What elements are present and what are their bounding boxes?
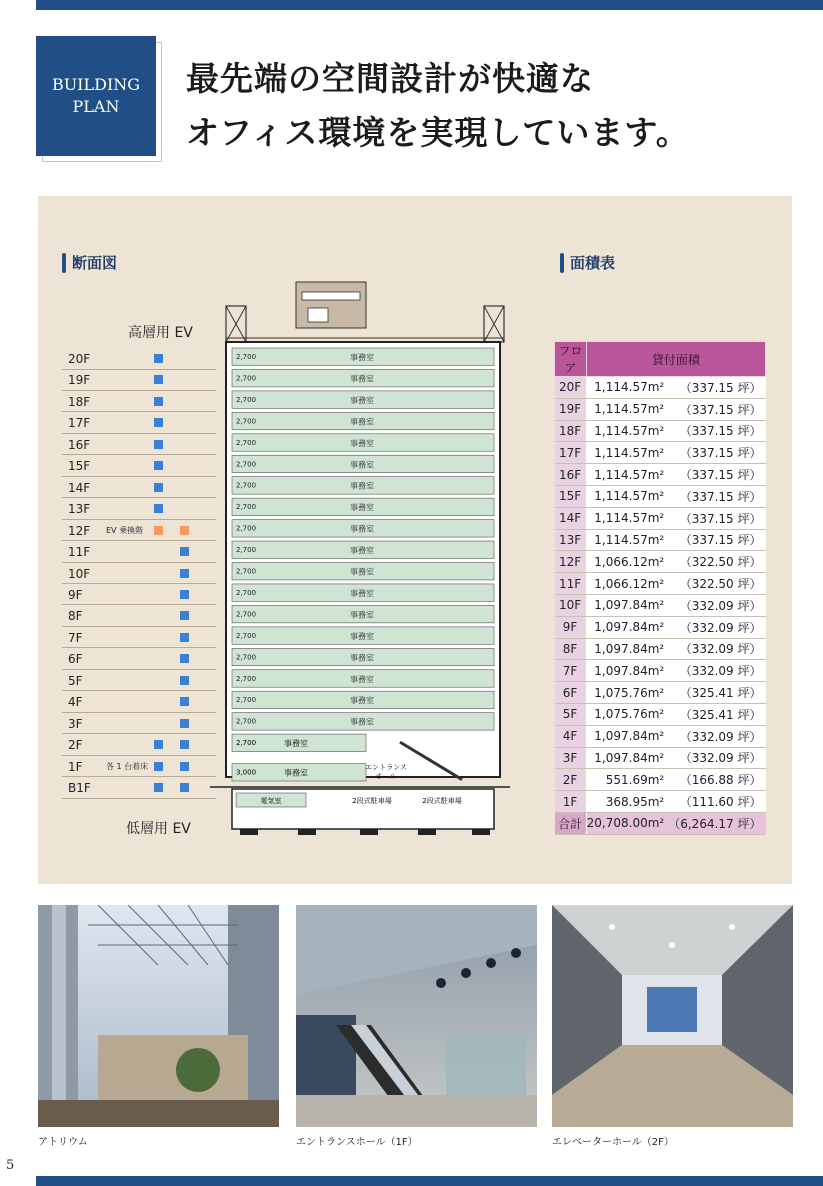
photo-caption-atrium: アトリウム <box>38 1137 88 1148</box>
foundation-footing <box>360 829 378 835</box>
ceiling-height-label: 2,700 <box>236 503 257 512</box>
low-ev-stop-marker <box>180 547 189 556</box>
bottom-rule <box>36 1176 823 1186</box>
office-room-label: 事務室 <box>350 588 374 598</box>
floor-row <box>62 498 216 520</box>
transfer-ev-stop-marker <box>154 526 163 535</box>
area-tsubo: （322.50 坪） <box>668 573 765 595</box>
floor-label: 9F <box>68 587 83 602</box>
area-row <box>555 551 766 573</box>
area-row <box>555 464 766 486</box>
area-tsubo: （332.09 坪） <box>668 616 765 638</box>
area-m2: 1,114.57m² <box>586 464 668 486</box>
area-row <box>555 660 766 682</box>
area-total-tsubo: （6,264.17 坪） <box>668 812 765 834</box>
area-floor: 13F <box>555 529 587 551</box>
area-tsubo: （325.41 坪） <box>668 703 765 725</box>
area-m2: 1,114.57m² <box>586 507 668 529</box>
floor-note: 各 1 台着床 <box>106 761 149 771</box>
parking-label: 2段式駐車場 <box>352 797 392 805</box>
area-tsubo: （337.15 坪） <box>668 529 765 551</box>
header-area: 貸付面積 <box>586 342 765 377</box>
low-ev-stop-marker <box>180 719 189 728</box>
office-room-label: 事務室 <box>350 610 374 620</box>
office-room-label: 事務室 <box>350 674 374 684</box>
area-row <box>555 420 766 442</box>
area-floor: 3F <box>555 747 587 769</box>
floor-label: 19F <box>68 373 91 388</box>
area-tsubo: （337.15 坪） <box>668 398 765 420</box>
floor-row <box>62 563 216 585</box>
area-m2: 1,114.57m² <box>586 442 668 464</box>
floor-row <box>62 605 216 627</box>
area-total-row <box>555 812 766 834</box>
floor-row <box>62 369 216 391</box>
high-ev-stop-marker <box>154 354 163 363</box>
area-m2: 1,114.57m² <box>586 377 668 399</box>
area-floor: 2F <box>555 769 587 791</box>
ceiling-height-label: 2,700 <box>236 353 257 361</box>
area-table-body <box>555 377 766 835</box>
area-m2: 368.95m² <box>586 791 668 813</box>
area-m2: 1,097.84m² <box>586 638 668 660</box>
floor-label: B1F <box>68 781 91 795</box>
area-floor: 1F <box>555 791 587 813</box>
low-ev-stop-marker <box>180 569 189 578</box>
floor-row <box>62 477 216 499</box>
floor-row <box>62 756 216 778</box>
ceiling-height-label: 2,700 <box>236 481 257 490</box>
area-floor: 11F <box>555 573 587 595</box>
office-room-label: 事務室 <box>350 438 374 448</box>
high-ev-stop-marker <box>154 440 163 449</box>
office-room-label: 事務室 <box>284 739 308 749</box>
area-floor: 18F <box>555 420 587 442</box>
floor-row <box>62 627 216 649</box>
ceiling-height-label-1f: 3,000 <box>236 768 257 777</box>
floor-label: 6F <box>68 652 83 667</box>
office-room-label: 事務室 <box>350 696 374 706</box>
area-tsubo: （337.15 坪） <box>668 507 765 529</box>
photo-caption-elevator: エレベーターホール（2F） <box>552 1137 674 1148</box>
area-m2: 1,066.12m² <box>586 573 668 595</box>
office-room-label: 事務室 <box>350 481 374 491</box>
area-table-header <box>555 342 766 377</box>
floor-row <box>62 713 216 735</box>
area-row <box>555 703 766 725</box>
low-ev-stop-marker <box>180 611 189 620</box>
floor-label: 14F <box>68 480 91 495</box>
floor-row <box>62 648 216 670</box>
ceiling-height-label: 2,700 <box>236 546 257 555</box>
low-ev-stop-marker <box>180 633 189 642</box>
area-floor: 15F <box>555 485 587 507</box>
ceiling-height-label: 2,700 <box>236 567 257 576</box>
area-row <box>555 747 766 769</box>
low-ev-label: 低層用 EV <box>126 821 191 837</box>
high-ev-stop-marker <box>154 483 163 492</box>
floor-row <box>62 691 216 713</box>
parking-label: 2段式駐車場 <box>422 797 462 805</box>
area-floor: 4F <box>555 725 587 747</box>
floor-row <box>62 434 216 456</box>
area-floor: 5F <box>555 703 587 725</box>
high-ev-stop-marker <box>154 375 163 384</box>
floor-label: 8F <box>68 609 83 624</box>
office-room-label: 事務室 <box>350 546 374 556</box>
area-tsubo: （332.09 坪） <box>668 725 765 747</box>
area-m2: 1,075.76m² <box>586 703 668 725</box>
floor-label: 13F <box>68 502 91 517</box>
high-ev-stop-marker <box>154 740 163 749</box>
area-tsubo: （337.15 坪） <box>668 464 765 486</box>
area-tsubo: （337.15 坪） <box>668 420 765 442</box>
area-tsubo: （322.50 坪） <box>668 551 765 573</box>
area-m2: 551.69m² <box>586 769 668 791</box>
floor-label: 5F <box>68 673 83 688</box>
area-floor: 17F <box>555 442 587 464</box>
area-floor: 7F <box>555 660 587 682</box>
area-row <box>555 485 766 507</box>
area-tsubo: （332.09 坪） <box>668 594 765 616</box>
elevator-hall-photo <box>552 905 793 1127</box>
atrium-photo <box>38 905 279 1127</box>
low-ev-stop-marker <box>180 654 189 663</box>
badge-line-1: BUILDING <box>51 75 141 94</box>
floor-row <box>62 584 216 606</box>
transfer-ev-stop-marker <box>180 526 189 535</box>
office-room-label: 事務室 <box>350 460 374 470</box>
office-room-label: 事務室 <box>350 631 374 641</box>
area-floor: 16F <box>555 464 587 486</box>
section-diagram-title: 断面図 <box>62 252 117 273</box>
floor-label: 18F <box>68 394 91 409</box>
area-row <box>555 616 766 638</box>
area-floor: 6F <box>555 682 587 704</box>
area-tsubo: （332.09 坪） <box>668 660 765 682</box>
headline-line-2: オフィス環境を実現しています。 <box>186 113 690 152</box>
floor-label: 11F <box>68 545 91 560</box>
penthouse-window <box>308 308 328 322</box>
ceiling-height-label: 2,700 <box>236 610 257 619</box>
low-ev-stop-marker <box>180 590 189 599</box>
floor-row <box>62 455 216 477</box>
ceiling-height-label: 2,700 <box>236 374 257 383</box>
building-plan-badge <box>36 36 156 156</box>
area-m2: 1,097.84m² <box>586 747 668 769</box>
area-row <box>555 507 766 529</box>
floor-label: 12F <box>68 523 91 538</box>
foundation-footing <box>418 829 436 835</box>
high-ev-stop-marker <box>154 783 163 792</box>
area-tsubo: （111.60 坪） <box>668 791 765 813</box>
area-floor: 14F <box>555 507 587 529</box>
floor-label: 20F <box>68 352 91 366</box>
floor-label: 10F <box>68 566 91 581</box>
area-row <box>555 638 766 660</box>
office-room-label: 事務室 <box>350 503 374 513</box>
area-floor: 9F <box>555 616 587 638</box>
office-room-label: 事務室 <box>350 417 374 427</box>
area-tsubo: （166.88 坪） <box>668 769 765 791</box>
floor-row <box>62 734 216 756</box>
office-room-label: 事務室 <box>350 395 374 405</box>
area-m2: 1,114.57m² <box>586 398 668 420</box>
photo-caption-entrance: エントランスホール（1F） <box>296 1137 418 1148</box>
office-room-label: 事務室 <box>350 524 374 534</box>
ceiling-height-label: 2,700 <box>236 395 257 404</box>
floor-label: 17F <box>68 416 91 431</box>
high-ev-stop-marker <box>154 762 163 771</box>
electric-room-label: 電気室 <box>260 797 282 805</box>
ceiling-height-label: 2,700 <box>236 717 257 726</box>
area-tsubo: （332.09 坪） <box>668 638 765 660</box>
floor-row <box>62 412 216 434</box>
floor-row <box>62 348 216 370</box>
top-rule <box>36 0 823 10</box>
entrance-label-1: エントランス <box>365 763 407 772</box>
penthouse-window <box>302 292 360 300</box>
area-floor: 10F <box>555 594 587 616</box>
high-ev-stop-marker <box>154 461 163 470</box>
office-room-label: 事務室 <box>350 353 374 362</box>
high-ev-stop-marker <box>154 418 163 427</box>
area-row <box>555 725 766 747</box>
high-ev-stop-marker <box>154 504 163 513</box>
office-room-label: 事務室 <box>350 567 374 577</box>
area-floor: 12F <box>555 551 587 573</box>
badge-line-2: PLAN <box>72 97 120 116</box>
area-row <box>555 769 766 791</box>
area-row <box>555 682 766 704</box>
floor-row <box>62 777 216 799</box>
low-ev-stop-marker <box>180 676 189 685</box>
area-tsubo: （337.15 坪） <box>668 485 765 507</box>
headline-line-1: 最先端の空間設計が快適な <box>186 59 594 98</box>
ceiling-height-label: 2,700 <box>236 674 257 683</box>
ceiling-height-label: 2,700 <box>236 460 257 469</box>
area-row <box>555 594 766 616</box>
title-marker-icon <box>560 253 564 273</box>
area-row <box>555 442 766 464</box>
area-row <box>555 529 766 551</box>
ceiling-height-label: 2,700 <box>236 438 257 447</box>
ceiling-height-label: 2,700 <box>236 631 257 640</box>
floor-label: 7F <box>68 630 83 645</box>
area-m2: 1,114.57m² <box>586 485 668 507</box>
floor-row <box>62 541 216 563</box>
floor-row <box>62 391 216 413</box>
area-tsubo: （332.09 坪） <box>668 747 765 769</box>
area-m2: 1,066.12m² <box>586 551 668 573</box>
floor-label: 3F <box>68 716 83 731</box>
low-ev-stop-marker <box>180 697 189 706</box>
area-floor: 8F <box>555 638 587 660</box>
ceiling-height-label: 2,700 <box>236 696 257 705</box>
area-floor: 19F <box>555 398 587 420</box>
area-m2: 1,114.57m² <box>586 529 668 551</box>
area-tsubo: （325.41 坪） <box>668 682 765 704</box>
area-total-label: 合計 <box>555 812 587 834</box>
foundation-footing <box>298 829 316 835</box>
penthouse <box>296 282 366 328</box>
low-ev-stop-marker <box>180 740 189 749</box>
area-m2: 1,097.84m² <box>586 725 668 747</box>
area-table <box>554 341 766 835</box>
office-room-label: 事務室 <box>350 717 374 727</box>
office-room-label: 事務室 <box>350 653 374 663</box>
high-ev-stop-marker <box>154 397 163 406</box>
floor-label: 1F <box>68 759 83 774</box>
office-room-label: 事務室 <box>350 374 374 384</box>
low-ev-stop-marker <box>180 762 189 771</box>
area-table-title: 面積表 <box>560 252 615 273</box>
floor-label: 15F <box>68 459 91 474</box>
area-row <box>555 377 766 399</box>
floor-row <box>62 670 216 692</box>
area-m2: 1,097.84m² <box>586 660 668 682</box>
area-floor: 20F <box>555 377 587 399</box>
area-m2: 1,114.57m² <box>586 420 668 442</box>
floor-label: 16F <box>68 437 91 452</box>
building-section-diagram <box>210 276 510 836</box>
area-tsubo: （337.15 坪） <box>668 442 765 464</box>
ceiling-height-label: 2,700 <box>236 417 257 426</box>
area-total-m2: 20,708.00m² <box>586 812 668 834</box>
area-row <box>555 398 766 420</box>
office-room-label: 事務室 <box>284 768 308 778</box>
header-floor: フロア <box>555 342 587 377</box>
entrance-hall-photo <box>296 905 537 1127</box>
high-ev-label: 高層用 EV <box>128 325 193 341</box>
ceiling-height-label: 2,700 <box>236 588 257 597</box>
area-row <box>555 573 766 595</box>
ceiling-height-label: 2,700 <box>236 653 257 662</box>
area-m2: 1,097.84m² <box>586 594 668 616</box>
area-m2: 1,097.84m² <box>586 616 668 638</box>
foundation-footing <box>472 829 490 835</box>
floor-label: 4F <box>68 695 83 710</box>
floor-label: 2F <box>68 738 83 753</box>
title-marker-icon <box>62 253 66 273</box>
area-row <box>555 791 766 813</box>
floor-note: EV 乗換階 <box>106 525 144 535</box>
area-tsubo: （337.15 坪） <box>668 377 765 399</box>
floor-row <box>62 520 216 542</box>
ceiling-height-label: 2,700 <box>236 524 257 533</box>
page-headline <box>186 52 690 160</box>
entrance-label-2: ホール <box>375 772 397 781</box>
area-m2: 1,075.76m² <box>586 682 668 704</box>
foundation-footing <box>240 829 258 835</box>
ceiling-height-label: 2,700 <box>236 739 257 748</box>
page-number: 5 <box>6 1158 15 1173</box>
low-ev-stop-marker <box>180 783 189 792</box>
